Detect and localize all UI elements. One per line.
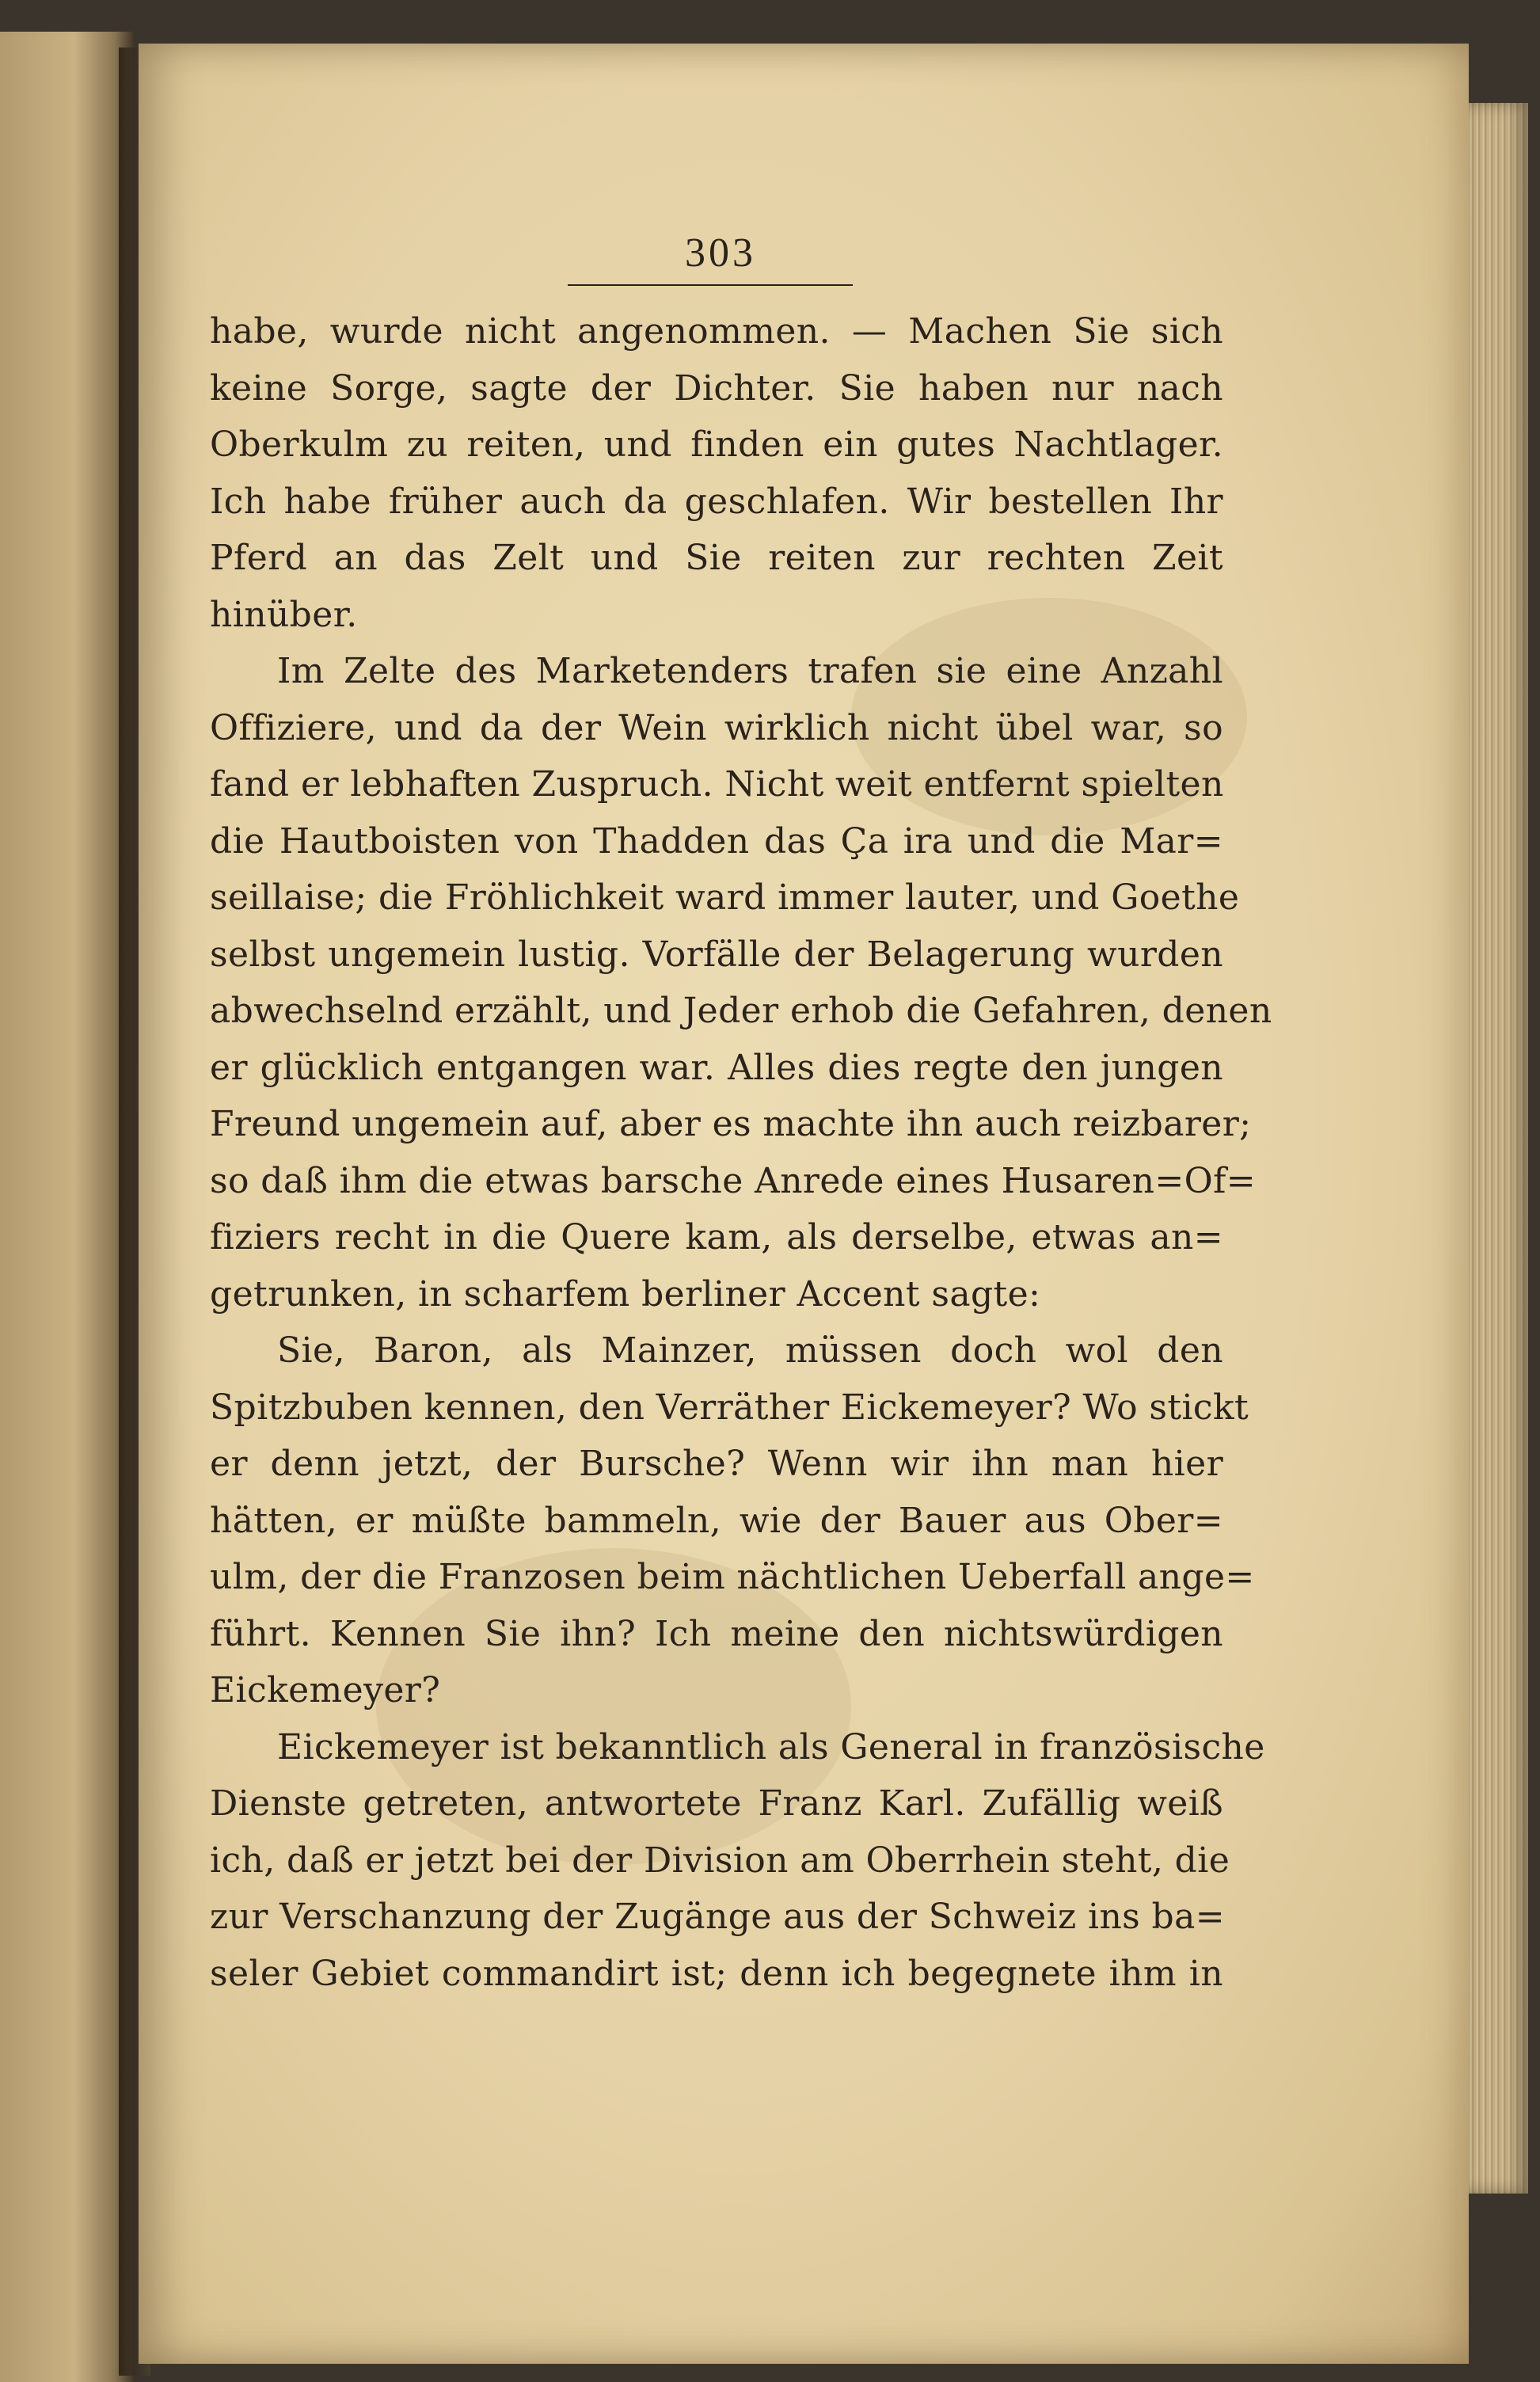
text-line: keine Sorge, sagte der Dichter. Sie haben nur nach — [210, 367, 1223, 409]
text-line: habe, wurde nicht angenommen. — Machen Sie sich — [210, 311, 1223, 352]
text-line: führt. Kennen Sie ihn? Ich meine den nichtswürdigen — [210, 1613, 1223, 1654]
text-line: ich, daß er jetzt bei der Division am Oberrhein steht, die — [210, 1840, 1230, 1881]
page-edges — [1469, 103, 1528, 2194]
text-line: Dienste getreten, antwortete Franz Karl. Zufällig weiß — [210, 1783, 1223, 1824]
text-line: seillaise; die Fröhlichkeit ward immer lauter, und Goethe — [210, 877, 1240, 918]
text-line: er glücklich entgangen war. Alles dies regte den jungen — [210, 1047, 1223, 1088]
header-rule — [568, 284, 853, 286]
text-line: Eickemeyer ist bekanntlich als General in französische — [277, 1726, 1265, 1767]
text-line: seler Gebiet commandirt ist; denn ich begegnete ihm in — [210, 1953, 1223, 1994]
text-line: er denn jetzt, der Bursche? Wenn wir ihn man hier — [210, 1444, 1223, 1484]
text-line: hätten, er müßte bammeln, wie der Bauer aus Ober= — [210, 1500, 1223, 1541]
text-line: Spitzbuben kennen, den Verräther Eickemeyer? Wo stickt — [210, 1387, 1249, 1428]
text-line: Ich habe früher auch da geschlafen. Wir bestellen Ihr — [210, 481, 1223, 522]
text-line: zur Verschanzung der Zugänge aus der Schweiz ins ba= — [210, 1897, 1226, 1937]
text-line: die Hautboisten von Thadden das Ça ira und die Mar= — [210, 820, 1223, 862]
page-number: 303 — [685, 230, 756, 276]
text-line: fand er lebhaften Zuspruch. Nicht weit entfernt spielten — [210, 764, 1224, 805]
text-line: Pferd an das Zelt und Sie reiten zur rechten Zeit — [210, 538, 1223, 578]
text-line: selbst ungemein lustig. Vorfälle der Belagerung wurden — [210, 934, 1223, 975]
page-text — [210, 230, 1272, 2002]
left-page-edge — [0, 32, 135, 2382]
text-line: Eickemeyer? — [210, 1670, 441, 1710]
text-line: Freund ungemein auf, aber es machte ihn auch reizbarer; — [210, 1104, 1252, 1144]
text-line: getrunken, in scharfem berliner Accent sagte: — [210, 1273, 1041, 1315]
text-line: Sie, Baron, als Mainzer, müssen doch wol den — [277, 1330, 1223, 1371]
text-line: fiziers recht in die Quere kam, als derselbe, etwas an= — [210, 1217, 1223, 1258]
text-line: hinüber. — [210, 594, 358, 635]
text-line: Oberkulm zu reiten, und finden ein gutes Nachtlager. — [210, 424, 1223, 465]
text-line: ulm, der die Franzosen beim nächtlichen Ueberfall ange= — [210, 1557, 1255, 1597]
text-line: so daß ihm die etwas barsche Anrede eines Husaren=Of= — [210, 1160, 1257, 1201]
text-line: Offiziere, und da der Wein wirklich nicht übel war, so — [210, 707, 1223, 748]
text-line: abwechselnd erzählt, und Jeder erhob die Gefahren, denen — [210, 991, 1272, 1031]
text-lines — [210, 303, 1272, 2002]
text-line: Im Zelte des Marketenders trafen sie eine Anzahl — [277, 651, 1223, 691]
